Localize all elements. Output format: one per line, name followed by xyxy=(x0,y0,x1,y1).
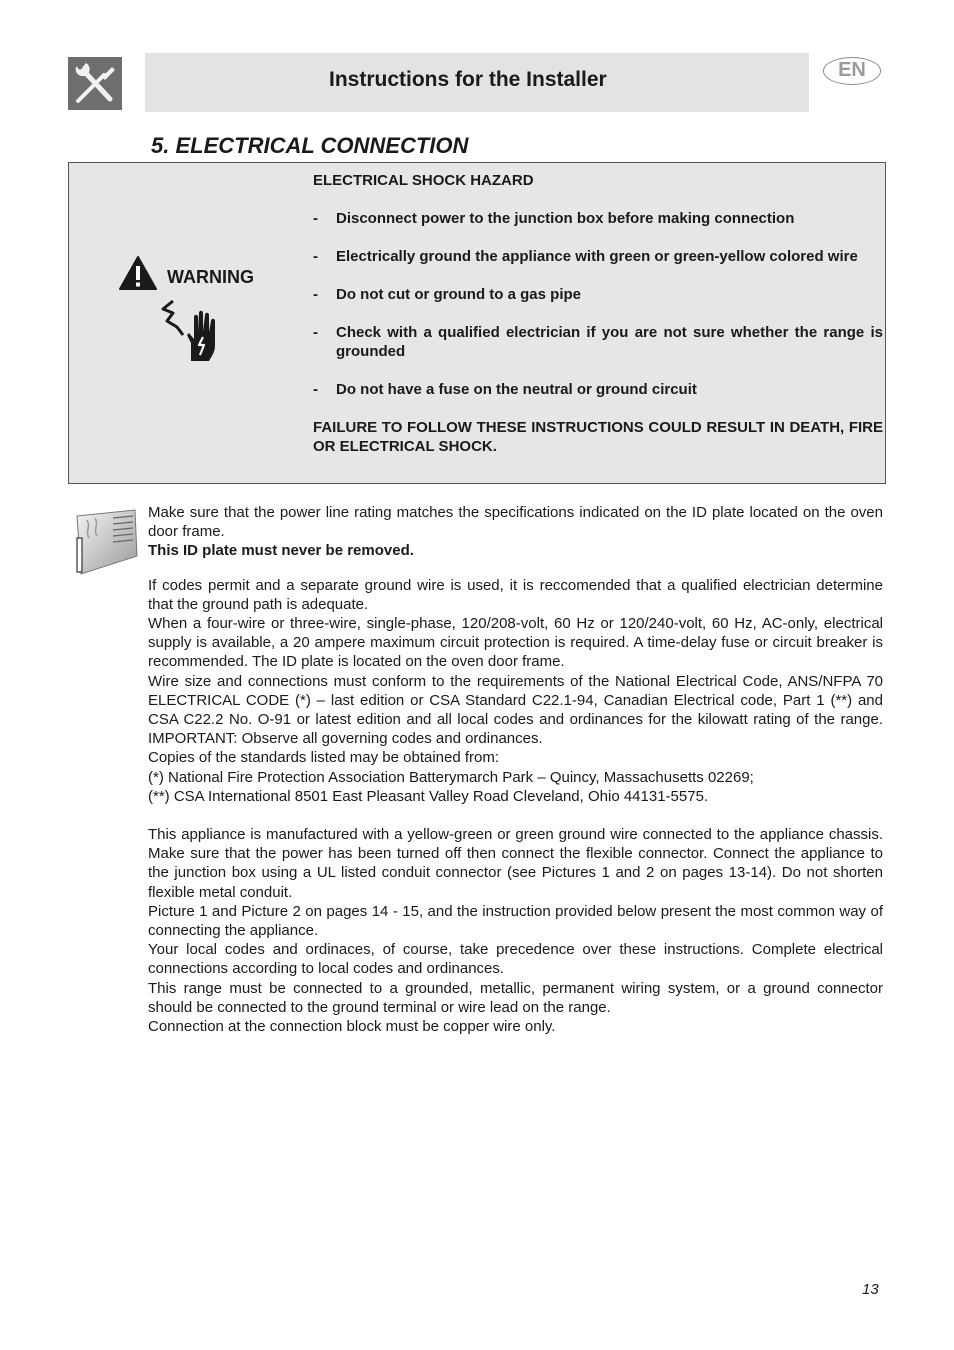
warning-item-dash: - xyxy=(313,248,318,265)
paragraph-csa: (**) CSA International 8501 East Pleasant Valley Road Cleveland, Ohio 44131-5575. xyxy=(148,787,709,805)
paragraph-ground-wire: If codes permit and a separate ground wire is used, it is reccomended that a qualified electrician determine that the ground path is adequate. xyxy=(148,576,883,613)
warning-item xyxy=(313,380,883,399)
warning-item-text: Check with a qualified electrician if you are not sure whether the range is grounded xyxy=(336,324,883,360)
paragraph-nfpa: (*) National Fire Protection Association Batterymarch Park – Quincy, Massachusetts 02269; xyxy=(148,768,754,786)
paragraph-copper-wire: Connection at the connection block must be copper wire only. xyxy=(148,1018,556,1036)
warning-item-dash: - xyxy=(313,210,318,227)
warning-item xyxy=(313,247,883,266)
header-title: Instructions for the Installer xyxy=(329,68,607,91)
page-number: 13 xyxy=(862,1281,879,1298)
warning-item-dash: - xyxy=(313,324,318,341)
warning-item-text: Disconnect power to the junction box before making connection xyxy=(336,210,795,227)
paragraph-appliance-ground: This appliance is manufactured with a yellow-green or green ground wire connected to the appliance chassis. Make sure that the power has been turned off then connect the flexible connector. Connect the appliance to the junction box using a UL listed conduit connector (see Pictures 1 and 2 on pages 13-14). Do not shorten flexible metal conduit. xyxy=(148,826,883,901)
warning-content xyxy=(313,171,883,456)
warning-footer: FAILURE TO FOLLOW THESE INSTRUCTIONS COULD RESULT IN DEATH, FIRE OR ELECTRICAL SHOCK. xyxy=(313,419,883,455)
warning-box xyxy=(68,162,886,484)
warning-item-dash: - xyxy=(313,381,318,398)
paragraph-id-plate-note: This ID plate must never be removed. xyxy=(148,542,414,560)
warning-item-text: Do not cut or ground to a gas pipe xyxy=(336,286,581,303)
electric-shock-hand-icon xyxy=(159,299,223,363)
paragraph-power-rating: Make sure that the power line rating matches the specifications indicated on the ID plate located on the oven door frame. xyxy=(148,504,883,541)
warning-item xyxy=(313,209,883,228)
warning-item xyxy=(313,285,883,304)
paragraph-wire-size: Wire size and connections must conform to the requirements of the National Electrical Code, ANS/NFPA 70 ELECTRICAL CODE (*) – last edition or CSA Standard C22.1-94, Canadian Electrical code, Part 1 (**) and CSA C22.2 No. O-91 or latest edition and all local codes and ordinances for the kilowatt rating of the range. IMPORTANT: Observe all governing codes and ordinances. xyxy=(148,672,883,748)
warning-item-text: Do not have a fuse on the neutral or ground circuit xyxy=(336,381,697,398)
paragraph-pictures: Picture 1 and Picture 2 on pages 14 - 15, and the instruction provided below present the most common way of connecting the appliance. xyxy=(148,902,883,940)
warning-item-text: Electrically ground the appliance with green or green-yellow colored wire xyxy=(336,248,858,265)
paragraph-local-codes: Your local codes and ordinaces, of course, take precedence over these instructions. Complete electrical connections according to local codes and ordinances. xyxy=(148,941,883,978)
warning-item xyxy=(313,323,883,361)
warning-item-dash: - xyxy=(313,286,318,303)
paragraph-copies: Copies of the standards listed may be obtained from: xyxy=(148,749,500,767)
warning-heading: ELECTRICAL SHOCK HAZARD xyxy=(313,172,534,189)
wrench-screwdriver-icon xyxy=(68,57,122,110)
header-bar xyxy=(145,53,809,112)
section-title: 5. ELECTRICAL CONNECTION xyxy=(151,133,469,158)
warning-triangle-icon xyxy=(119,255,157,291)
body-text xyxy=(148,503,883,1036)
language-badge: EN xyxy=(823,57,881,85)
id-plate-icon xyxy=(73,508,139,576)
paragraph-grounded-system: This range must be connected to a grounded, metallic, permanent wiring system, or a ground connector should be connected to the ground terminal or wire lead on the range. xyxy=(148,979,883,1016)
paragraph-supply: When a four-wire or three-wire, single-phase, 120/208-volt, 60 Hz or 120/240-volt, 60 Hz, AC-only, electrical supply is available, a 20 ampere maximum circuit protection is required. A time-delay fuse or circuit breaker is recommended. The ID plate is located on the oven door frame. xyxy=(148,615,883,671)
warning-label: WARNING xyxy=(167,267,254,287)
